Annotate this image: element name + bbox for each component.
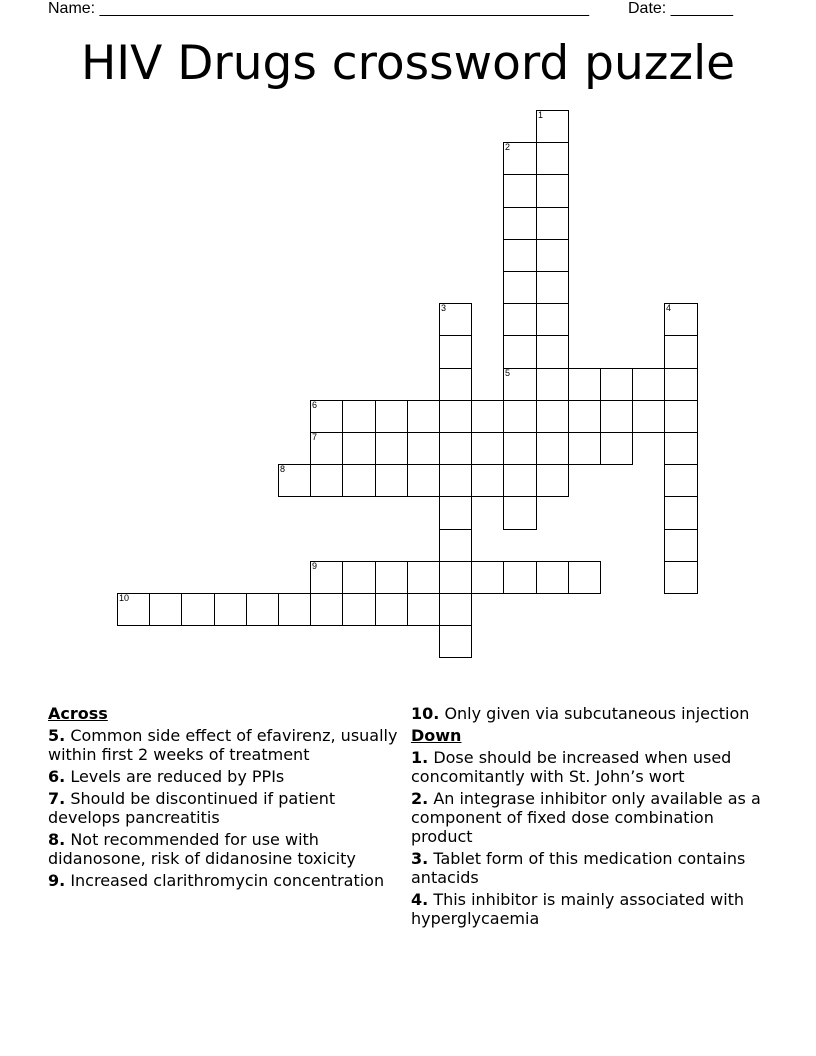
grid-cell[interactable] xyxy=(439,335,472,369)
clue-number: 8. xyxy=(48,830,66,849)
clue-text: Tablet form of this medication contains antacids xyxy=(411,849,746,887)
clue-number: 1. xyxy=(411,748,429,767)
clue-number-label: 6 xyxy=(312,400,318,410)
clue-text: Common side effect of efavirenz, usually within first 2 weeks of treatment xyxy=(48,726,398,764)
grid-cell[interactable] xyxy=(536,432,569,465)
grid-cell[interactable] xyxy=(439,561,472,594)
grid-cell[interactable] xyxy=(536,174,569,208)
grid-cell[interactable] xyxy=(342,561,376,594)
date-field-label[interactable]: Date: _______ xyxy=(628,0,733,17)
grid-cell[interactable] xyxy=(503,335,537,369)
across-clue xyxy=(48,871,408,890)
grid-cell[interactable] xyxy=(632,400,665,433)
clue-number: 9. xyxy=(48,871,66,890)
grid-cell[interactable] xyxy=(439,432,472,465)
clue-number-label: 10 xyxy=(119,593,130,603)
clue-text: Levels are reduced by PPIs xyxy=(70,767,285,786)
clue-number-label: 2 xyxy=(505,142,511,152)
grid-cell[interactable] xyxy=(568,400,601,433)
clue-number: 5. xyxy=(48,726,66,745)
grid-cell[interactable] xyxy=(503,561,537,594)
grid-cell[interactable] xyxy=(310,400,343,433)
grid-cell[interactable] xyxy=(503,271,537,304)
grid-cell[interactable] xyxy=(536,239,569,272)
grid-cell[interactable] xyxy=(600,400,633,433)
grid-cell[interactable] xyxy=(536,561,569,594)
grid-cell[interactable] xyxy=(181,593,215,626)
across-clue xyxy=(48,789,408,827)
down-clue xyxy=(411,890,771,928)
clue-number-label: 4 xyxy=(666,303,672,313)
clue-number-label: 9 xyxy=(312,561,318,571)
clue-number-label: 8 xyxy=(280,464,286,474)
grid-cell[interactable] xyxy=(503,207,537,240)
grid-cell[interactable] xyxy=(503,239,537,272)
grid-cell[interactable] xyxy=(664,496,698,530)
grid-cell[interactable] xyxy=(439,303,472,336)
grid-cell[interactable] xyxy=(439,368,472,401)
grid-cell[interactable] xyxy=(664,303,698,336)
grid-cell[interactable] xyxy=(407,432,440,465)
clue-number: 10. xyxy=(411,704,440,723)
clue-text: Dose should be increased when used concomitantly with St. John’s wort xyxy=(411,748,732,786)
grid-cell[interactable] xyxy=(246,593,279,626)
clue-number-label: 1 xyxy=(538,110,544,120)
grid-cell[interactable] xyxy=(503,400,537,433)
grid-cell[interactable] xyxy=(600,368,633,401)
grid-cell[interactable] xyxy=(439,464,472,497)
clue-text: Increased clarithromycin concentration xyxy=(70,871,385,890)
grid-cell[interactable] xyxy=(439,625,472,658)
clue-number: 3. xyxy=(411,849,429,868)
page-title: HIV Drugs crossword puzzle xyxy=(80,36,736,91)
grid-cell[interactable] xyxy=(375,593,408,626)
grid-cell[interactable] xyxy=(664,464,698,497)
grid-cell[interactable] xyxy=(278,464,311,497)
grid-cell[interactable] xyxy=(600,432,633,465)
clue-text: Not recommended for use with didanosone, risk of didanosine toxicity xyxy=(48,830,356,868)
grid-cell[interactable] xyxy=(632,368,665,401)
grid-cell[interactable] xyxy=(342,432,376,465)
grid-cell[interactable] xyxy=(503,464,537,497)
grid-cell[interactable] xyxy=(278,593,311,626)
clue-number: 6. xyxy=(48,767,66,786)
grid-cell[interactable] xyxy=(471,464,504,497)
grid-cell[interactable] xyxy=(568,368,601,401)
grid-cell[interactable] xyxy=(536,110,569,143)
grid-cell[interactable] xyxy=(536,303,569,336)
grid-cell[interactable] xyxy=(310,593,343,626)
grid-cell[interactable] xyxy=(503,496,537,530)
clue-number-label: 5 xyxy=(505,368,511,378)
grid-cell[interactable] xyxy=(407,561,440,594)
grid-cell[interactable] xyxy=(471,561,504,594)
clue-text: Should be discontinued if patient develops pancreatitis xyxy=(48,789,336,827)
clue-number: 2. xyxy=(411,789,429,808)
grid-cell[interactable] xyxy=(664,335,698,369)
grid-cell[interactable] xyxy=(439,400,472,433)
clue-number: 7. xyxy=(48,789,66,808)
clue-text: An integrase inhibitor only available as a component of fixed dose combination product xyxy=(411,789,761,846)
grid-cell[interactable] xyxy=(503,432,537,465)
grid-cell[interactable] xyxy=(342,464,376,497)
grid-cell[interactable] xyxy=(503,303,537,336)
grid-cell[interactable] xyxy=(664,561,698,594)
across-heading: Across xyxy=(48,704,108,723)
grid-cell[interactable] xyxy=(536,335,569,369)
grid-cell[interactable] xyxy=(471,432,504,465)
clues-left-column xyxy=(48,704,408,893)
grid-cell[interactable] xyxy=(536,400,569,433)
grid-cell[interactable] xyxy=(149,593,182,626)
down-clue xyxy=(411,789,771,846)
grid-cell[interactable] xyxy=(439,593,472,626)
grid-cell[interactable] xyxy=(439,496,472,530)
grid-cell[interactable] xyxy=(407,593,440,626)
clue-text: This inhibitor is mainly associated with hyperglycaemia xyxy=(411,890,745,928)
across-clue xyxy=(411,704,771,723)
grid-cell[interactable] xyxy=(214,593,247,626)
grid-cell[interactable] xyxy=(664,400,698,433)
grid-cell[interactable] xyxy=(471,400,504,433)
down-heading: Down xyxy=(411,726,462,745)
grid-cell[interactable] xyxy=(568,432,601,465)
grid-cell[interactable] xyxy=(407,400,440,433)
across-clue xyxy=(48,767,408,786)
clue-number: 4. xyxy=(411,890,429,909)
grid-cell[interactable] xyxy=(536,464,569,497)
grid-cell[interactable] xyxy=(310,561,343,594)
grid-cell[interactable] xyxy=(536,271,569,304)
down-clue xyxy=(411,748,771,786)
grid-cell[interactable] xyxy=(310,464,343,497)
grid-cell[interactable] xyxy=(407,464,440,497)
grid-cell[interactable] xyxy=(117,593,150,626)
grid-cell[interactable] xyxy=(664,529,698,562)
grid-cell[interactable] xyxy=(664,368,698,401)
grid-cell[interactable] xyxy=(310,432,343,465)
grid-cell[interactable] xyxy=(568,561,601,594)
grid-cell[interactable] xyxy=(375,464,408,497)
name-field-label[interactable]: Name: _______________________________________________________ xyxy=(48,0,589,17)
clue-number-label: 3 xyxy=(441,303,447,313)
clue-number-label: 7 xyxy=(312,432,318,442)
grid-cell[interactable] xyxy=(536,207,569,240)
grid-cell[interactable] xyxy=(664,432,698,465)
grid-cell[interactable] xyxy=(342,400,376,433)
grid-cell[interactable] xyxy=(503,142,537,175)
clues-right-column xyxy=(411,704,771,931)
grid-cell[interactable] xyxy=(503,368,537,401)
grid-cell[interactable] xyxy=(536,142,569,175)
across-clue xyxy=(48,830,408,868)
across-clue xyxy=(48,726,408,764)
grid-cell[interactable] xyxy=(375,561,408,594)
clue-text: Only given via subcutaneous injection xyxy=(444,704,750,723)
grid-cell[interactable] xyxy=(375,400,408,433)
down-clue xyxy=(411,849,771,887)
grid-cell[interactable] xyxy=(342,593,376,626)
grid-cell[interactable] xyxy=(375,432,408,465)
grid-cell[interactable] xyxy=(439,529,472,562)
grid-cell[interactable] xyxy=(503,174,537,208)
grid-cell[interactable] xyxy=(536,368,569,401)
